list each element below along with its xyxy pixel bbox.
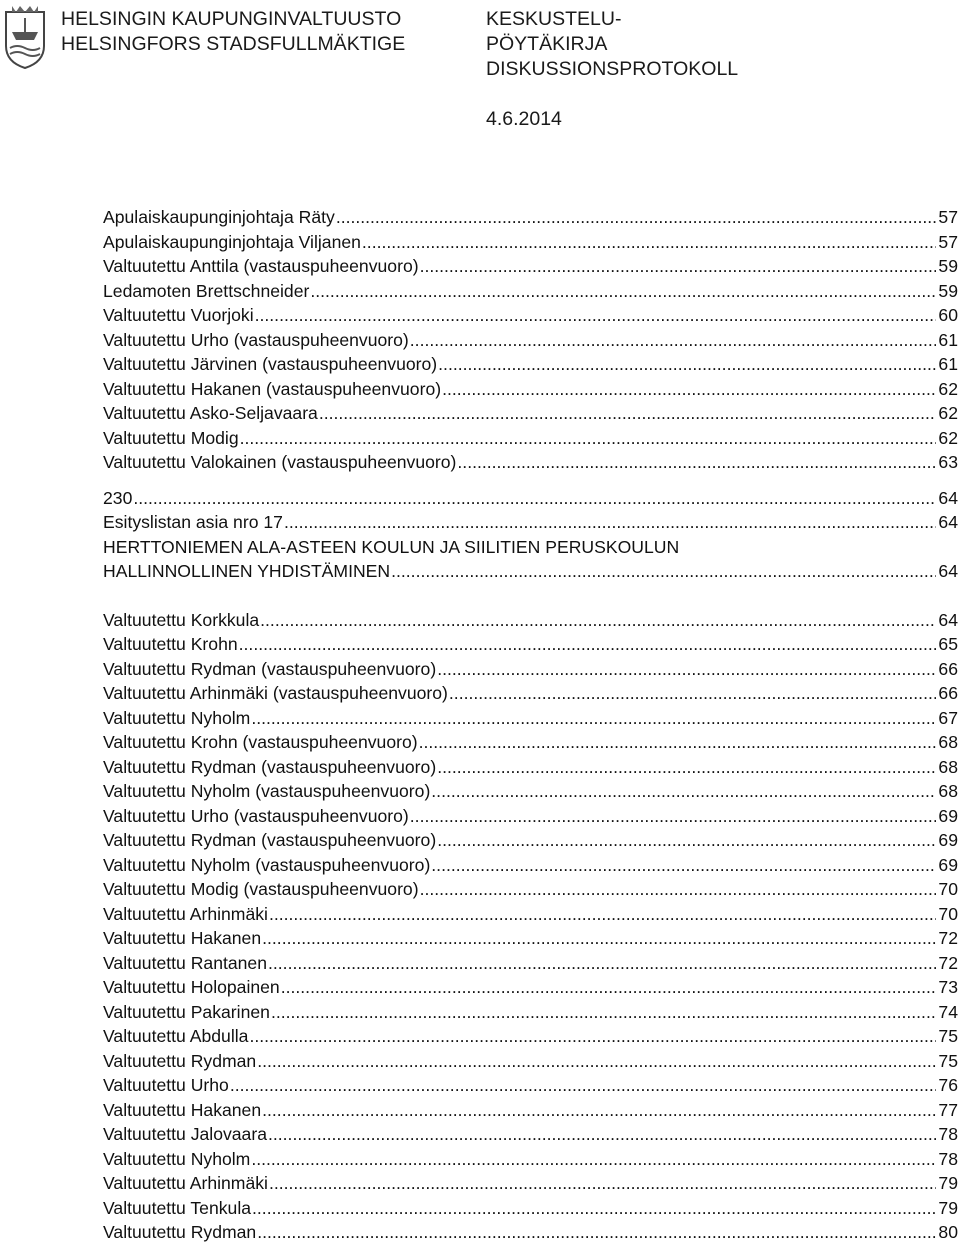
toc-entry-title: Ledamoten Brettschneider	[103, 280, 310, 301]
toc-entry-title: Valtuutettu Arhinmäki (vastauspuheenvuoro)	[103, 683, 448, 703]
toc-entry-title: Valtuutettu Valokainen (vastauspuheenvuoro)	[103, 452, 457, 472]
toc-entry[interactable]	[103, 377, 958, 402]
toc-entry-page: 64	[938, 609, 958, 630]
toc-entry[interactable]	[103, 254, 958, 279]
toc-entry[interactable]	[103, 853, 958, 878]
toc-leader-dots	[252, 1196, 936, 1221]
toc-entry[interactable]	[103, 657, 958, 682]
toc-entry[interactable]	[103, 559, 958, 584]
toc-entry-page: 76	[938, 1075, 958, 1095]
toc-entry[interactable]	[103, 1196, 958, 1221]
toc-entry[interactable]	[103, 328, 958, 353]
toc-leader-dots	[410, 328, 937, 353]
toc-entry-page: 69	[938, 830, 958, 850]
toc-leader-dots	[269, 1171, 936, 1196]
toc-entry-page: 66	[938, 658, 958, 679]
toc-entry-title: Valtuutettu Rydman (vastauspuheenvuoro)	[103, 830, 437, 850]
toc-entry-page: 73	[938, 977, 958, 997]
toc-entry-page: 62	[938, 427, 958, 448]
toc-leader-dots	[284, 510, 936, 535]
toc-leader-dots	[362, 230, 937, 255]
toc-entry-page: 70	[938, 903, 958, 924]
toc-leader-dots	[269, 902, 936, 927]
toc-entry-title: 230	[103, 487, 133, 508]
toc-entry-page: 79	[938, 1197, 958, 1218]
toc-entry[interactable]	[103, 1049, 958, 1074]
toc-entry-title: Valtuutettu Hakanen	[103, 1099, 262, 1120]
toc-leader-dots	[437, 657, 936, 682]
toc-entry[interactable]	[103, 230, 958, 255]
toc-entry-title: Valtuutettu Urho (vastauspuheenvuoro)	[103, 805, 409, 826]
toc-entry-title: Valtuutettu Hakanen	[103, 928, 262, 948]
org-name-finnish: HELSINGIN KAUPUNGINVALTUUSTO	[61, 8, 402, 30]
toc-entry-page: 61	[938, 329, 958, 350]
toc-leader-dots	[281, 975, 937, 1000]
toc-leader-dots	[431, 779, 936, 804]
toc-entry-title: Valtuutettu Modig	[103, 427, 239, 448]
toc-leader-dots	[257, 1220, 936, 1245]
toc-entry-page: 72	[938, 952, 958, 973]
toc-entry-title: Valtuutettu Abdulla	[103, 1026, 249, 1046]
toc-entry[interactable]	[103, 450, 958, 475]
toc-entry[interactable]	[103, 1024, 958, 1049]
toc-entry-page: 64	[938, 487, 958, 508]
toc-leader-dots	[442, 377, 936, 402]
toc-entry-title: HERTTONIEMEN ALA-ASTEEN KOULUN JA SIILITIEN PERUSKOULUN	[103, 536, 680, 557]
toc-leader-dots	[230, 1073, 937, 1098]
toc-entry[interactable]	[103, 608, 958, 633]
toc-entry[interactable]	[103, 426, 958, 451]
toc-entry-page: 68	[938, 756, 958, 777]
toc-entry-title: Valtuutettu Nyholm (vastauspuheenvuoro)	[103, 781, 431, 801]
toc-entry-title: Esityslistan asia nro 17	[103, 512, 283, 532]
toc-entry-title: Apulaiskaupunginjohtaja Räty	[103, 207, 335, 227]
toc-leader-dots	[437, 755, 936, 780]
toc-entry-page: 59	[938, 256, 958, 276]
document-date: 4.6.2014	[486, 108, 562, 130]
toc-leader-dots	[255, 303, 937, 328]
toc-entry[interactable]	[103, 1171, 958, 1196]
toc-leader-dots	[420, 254, 937, 279]
toc-leader-dots	[457, 450, 936, 475]
toc-leader-dots	[260, 608, 936, 633]
toc-entry[interactable]	[103, 730, 958, 755]
toc-entry-page: 61	[938, 354, 958, 374]
toc-entry[interactable]	[103, 828, 958, 853]
toc-entry[interactable]	[103, 755, 958, 780]
toc-entry-page: 69	[938, 805, 958, 826]
toc-entry-title: Valtuutettu Jalovaara	[103, 1124, 267, 1144]
toc-entry[interactable]	[103, 975, 958, 1000]
toc-entry-title: Valtuutettu Rydman (vastauspuheenvuoro)	[103, 756, 437, 777]
toc-entry-page: 57	[938, 231, 958, 252]
toc-leader-dots	[251, 1147, 936, 1172]
toc-entry-page: 78	[938, 1124, 958, 1144]
toc-entry-title: Valtuutettu Korkkula	[103, 609, 260, 630]
toc-entry[interactable]	[103, 1122, 958, 1147]
toc-entry[interactable]	[103, 1000, 958, 1025]
toc-entry-page: 72	[938, 928, 958, 948]
toc-entry[interactable]	[103, 632, 958, 657]
toc-leader-dots	[249, 1024, 936, 1049]
toc-entry-title: Valtuutettu Hakanen (vastauspuheenvuoro)	[103, 378, 442, 399]
toc-entry-page: 68	[938, 781, 958, 801]
toc-leader-dots	[262, 926, 936, 951]
toc-entry[interactable]	[103, 706, 958, 731]
toc-entry-title: Valtuutettu Holopainen	[103, 977, 280, 997]
toc-entry[interactable]	[103, 486, 958, 511]
toc-entry-title: Valtuutettu Anttila (vastauspuheenvuoro)	[103, 256, 419, 276]
toc-entry-page: 75	[938, 1050, 958, 1071]
toc-entry[interactable]	[103, 779, 958, 804]
toc-entry-title: Valtuutettu Arhinmäki	[103, 903, 268, 924]
toc-leader-dots	[239, 632, 937, 657]
toc-entry-title: Valtuutettu Asko-Seljavaara	[103, 403, 318, 423]
toc-entry[interactable]	[103, 926, 958, 951]
toc-entry-title: Valtuutettu Krohn (vastauspuheenvuoro)	[103, 732, 418, 752]
toc-entry-title: Valtuutettu Arhinmäki	[103, 1173, 268, 1193]
toc-entry-page: 78	[938, 1148, 958, 1169]
toc-leader-dots	[336, 205, 937, 230]
toc-entry[interactable]	[103, 877, 958, 902]
toc-entry-page: 60	[938, 305, 958, 325]
toc-entry-page: 64	[938, 512, 958, 532]
header-organization	[61, 7, 405, 57]
toc-entry[interactable]	[103, 205, 958, 230]
table-of-contents	[103, 205, 958, 1245]
toc-leader-dots	[310, 279, 936, 304]
toc-entry-title: Valtuutettu Pakarinen	[103, 1001, 270, 1022]
toc-leader-dots	[268, 951, 936, 976]
doc-type-swedish: DISKUSSIONSPROTOKOLL	[486, 58, 739, 80]
toc-leader-dots	[410, 804, 937, 829]
toc-entry-title: Valtuutettu Rydman	[103, 1050, 257, 1071]
helsinki-crest-logo	[2, 2, 48, 70]
toc-entry-page: 65	[938, 634, 958, 654]
toc-entry-page: 62	[938, 403, 958, 423]
toc-entry[interactable]	[103, 303, 958, 328]
toc-entry-page: 80	[938, 1222, 958, 1242]
toc-entry-page: 66	[938, 683, 958, 703]
toc-entry-page: 74	[938, 1001, 958, 1022]
toc-leader-dots	[319, 401, 937, 426]
toc-entry-page: 59	[938, 280, 958, 301]
toc-entry-title: Valtuutettu Nyholm	[103, 1148, 251, 1169]
toc-entry-title: Valtuutettu Krohn	[103, 634, 238, 654]
toc-entry-page: 57	[938, 207, 958, 227]
toc-entry-title: Valtuutettu Rydman	[103, 1222, 257, 1242]
doc-type-finnish-2: PÖYTÄKIRJA	[486, 33, 608, 55]
toc-entry-page: 63	[938, 452, 958, 472]
toc-leader-dots	[437, 828, 936, 853]
toc-entry-page: 64	[938, 561, 958, 581]
toc-entry-page: 68	[938, 732, 958, 752]
toc-entry-page: 79	[938, 1173, 958, 1193]
toc-entry-title: HALLINNOLLINEN YHDISTÄMINEN	[103, 561, 391, 581]
toc-leader-dots	[133, 486, 936, 511]
toc-entry-title: Valtuutettu Nyholm (vastauspuheenvuoro)	[103, 854, 431, 875]
toc-entry[interactable]	[103, 804, 958, 829]
toc-entry[interactable]	[103, 1147, 958, 1172]
org-name-swedish: HELSINGFORS STADSFULLMÄKTIGE	[61, 33, 406, 55]
toc-leader-dots	[257, 1049, 936, 1074]
toc-entry[interactable]	[103, 352, 958, 377]
toc-leader-dots	[419, 730, 937, 755]
toc-entry-title: Valtuutettu Rydman (vastauspuheenvuoro)	[103, 658, 437, 679]
toc-entry-title: Valtuutettu Nyholm	[103, 707, 251, 728]
toc-entry-title: Valtuutettu Modig (vastauspuheenvuoro)	[103, 879, 419, 899]
toc-entry-title: Apulaiskaupunginjohtaja Viljanen	[103, 231, 361, 252]
toc-leader-dots	[262, 1098, 936, 1123]
toc-entry-page: 77	[938, 1099, 958, 1120]
toc-entry-title: Valtuutettu Tenkula	[103, 1197, 252, 1218]
toc-entry[interactable]	[103, 951, 958, 976]
toc-entry[interactable]	[103, 535, 958, 560]
toc-entry[interactable]	[103, 1098, 958, 1123]
toc-entry[interactable]	[103, 1220, 958, 1245]
toc-entry-page: 69	[938, 854, 958, 875]
toc-entry-title: Valtuutettu Vuorjoki	[103, 305, 254, 325]
toc-entry-title: Valtuutettu Urho (vastauspuheenvuoro)	[103, 329, 409, 350]
toc-entry-title: Valtuutettu Rantanen	[103, 952, 268, 973]
toc-leader-dots	[240, 426, 937, 451]
toc-entry[interactable]	[103, 279, 958, 304]
toc-entry[interactable]	[103, 902, 958, 927]
toc-leader-dots	[251, 706, 936, 731]
toc-entry-page: 75	[938, 1026, 958, 1046]
toc-leader-dots	[431, 853, 936, 878]
toc-entry-title: Valtuutettu Järvinen (vastauspuheenvuoro)	[103, 354, 438, 374]
toc-entry[interactable]	[103, 401, 958, 426]
toc-entry[interactable]	[103, 681, 958, 706]
header-document-type	[486, 7, 738, 82]
toc-leader-dots	[268, 1122, 936, 1147]
toc-leader-dots	[420, 877, 937, 902]
toc-entry-title: Valtuutettu Urho	[103, 1075, 229, 1095]
doc-type-finnish-1: KESKUSTELU-	[486, 8, 622, 30]
toc-leader-dots	[449, 681, 937, 706]
toc-entry-page: 62	[938, 378, 958, 399]
toc-leader-dots	[438, 352, 936, 377]
toc-entry[interactable]	[103, 1073, 958, 1098]
toc-leader-dots	[391, 559, 936, 584]
toc-leader-dots	[271, 1000, 936, 1025]
toc-entry-page: 70	[938, 879, 958, 899]
toc-entry-page: 67	[938, 707, 958, 728]
toc-entry[interactable]	[103, 510, 958, 535]
